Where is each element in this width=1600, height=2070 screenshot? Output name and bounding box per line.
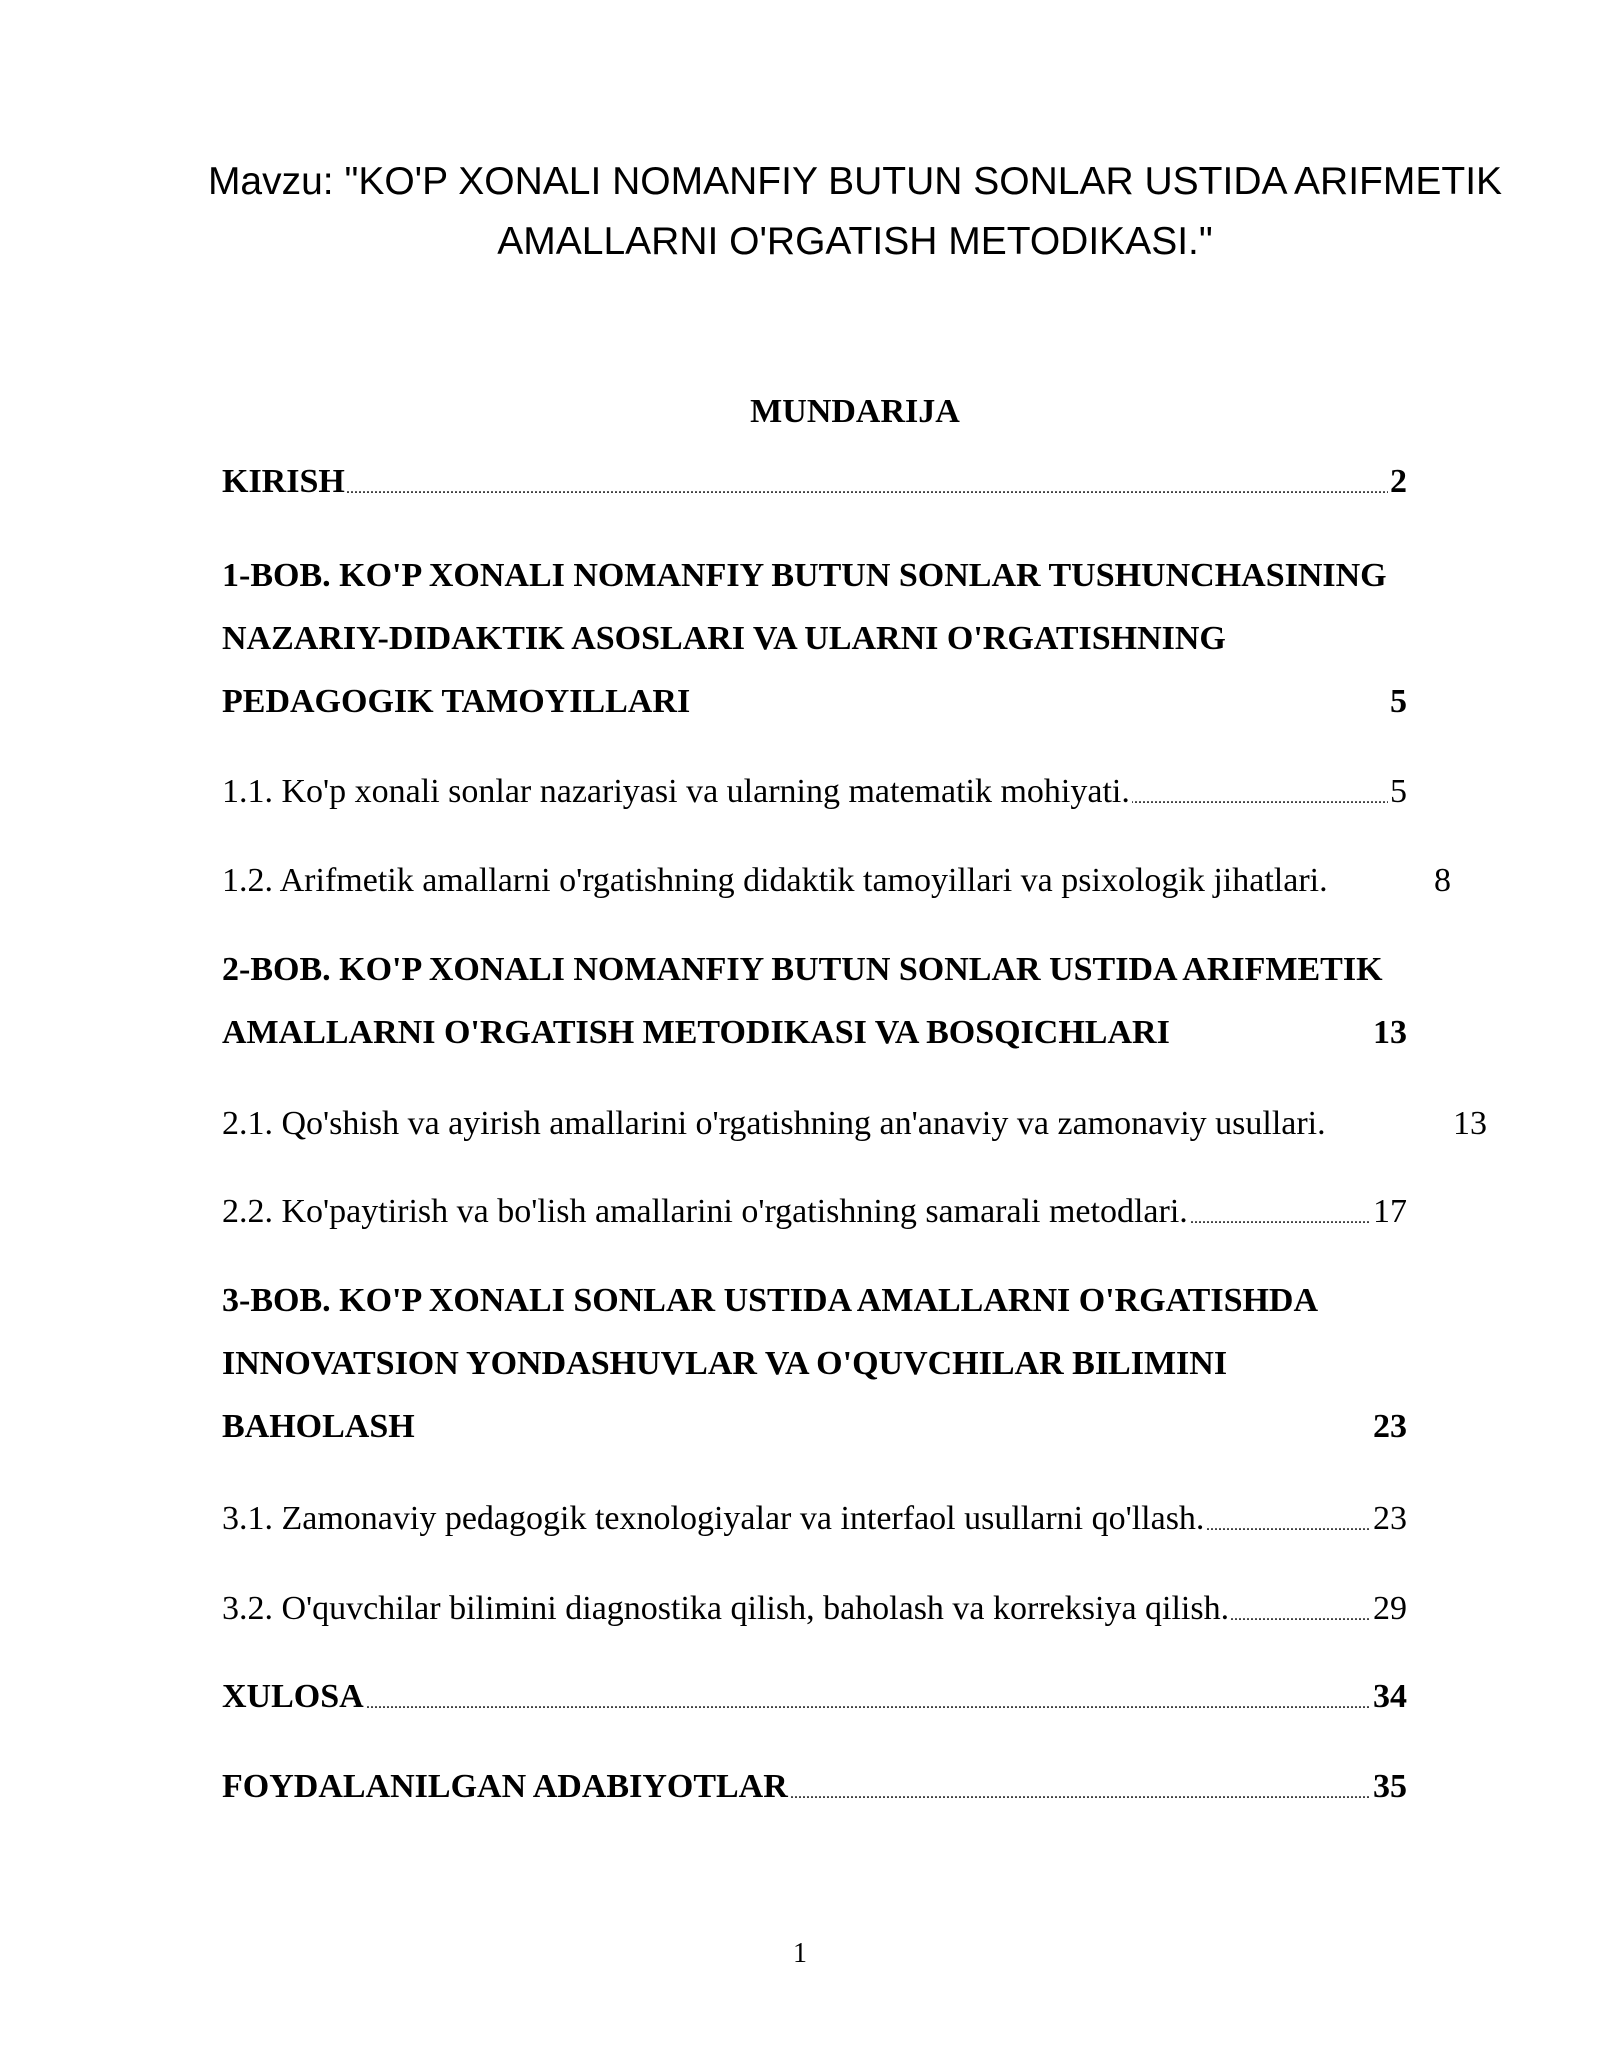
toc-entry-text: 2-BOB. KO'P XONALI NOMANFIY BUTUN SONLAR USTIDA ARIFMETIK AMALLARNI O'RGATISH METODIKASI VA BOSQICHLARI — [222, 951, 1383, 1051]
toc-entry-text: FOYDALANILGAN ADABIYOTLAR — [222, 1768, 788, 1805]
toc-entry-page: 2 — [1388, 450, 1407, 513]
toc-entry-text: 1-BOB. KO'P XONALI NOMANFIY BUTUN SONLAR TUSHUNCHASINING NAZARIY-DIDAKTIK ASOSLARI VA ULARNI O'RGATISHNING PEDAGOGIK TAMOYILLARI — [222, 557, 1387, 720]
page-number: 1 — [793, 1938, 807, 1969]
document-title: Mavzu: "KO'P XONALI NOMANFIY BUTUN SONLAR USTIDA ARIFMETIK AMALLARNI O'RGATISH METODIKASI." — [207, 160, 1503, 263]
toc-entry-page: 34 — [1371, 1665, 1407, 1728]
toc-entry-page: 23 — [1371, 1395, 1407, 1458]
toc-entry-page: 13 — [1371, 1001, 1407, 1064]
toc-entry-text: 2.2. Ko'paytirish va bo'lish amallarini o'rgatishning samarali metodlari. — [222, 1193, 1188, 1230]
toc-entry-text: 3-BOB. KO'P XONALI SONLAR USTIDA AMALLARNI O'RGATISHDA INNOVATSION YONDASHUVLAR VA O'QUVCHILAR BILIMINI BAHOLASH — [222, 1282, 1319, 1445]
toc-entry-chapter-3[interactable] — [222, 1269, 1407, 1458]
toc-entry-page: 29 — [1371, 1577, 1407, 1640]
toc-entry-section-2-1[interactable] — [222, 1092, 1487, 1155]
toc-entry-page: 23 — [1371, 1487, 1407, 1550]
toc-entry-page: 8 — [1432, 849, 1451, 912]
toc-entry-section-2-2[interactable] — [222, 1180, 1407, 1243]
toc-entry-page: 5 — [1388, 760, 1407, 823]
toc-heading: MUNDARIJA — [750, 393, 960, 430]
toc-entry-page: 13 — [1451, 1092, 1487, 1155]
toc-entry-section-3-1[interactable] — [222, 1487, 1407, 1550]
toc-entry-text: 3.2. O'quvchilar bilimini diagnostika qilish, baholash va korreksiya qilish. — [222, 1590, 1230, 1627]
toc-entry-text: 2.1. Qo'shish va ayirish amallarini o'rgatishning an'anaviy va zamonaviy usullari. — [222, 1105, 1326, 1142]
toc-entry-section-3-2[interactable] — [222, 1577, 1407, 1640]
toc-entry-text: XULOSA — [222, 1678, 364, 1715]
toc-entry-page: 5 — [1388, 670, 1407, 733]
toc-entry-section-1-2[interactable] — [222, 849, 1487, 912]
toc-entry-chapter-1[interactable] — [222, 544, 1407, 733]
toc-entry-text: KIRISH — [222, 463, 345, 500]
toc-entry-references[interactable] — [222, 1755, 1407, 1818]
toc-entry-text: 1.2. Arifmetik amallarni o'rgatishning didaktik tamoyillari va psixologik jihatlari. — [222, 862, 1328, 899]
toc-entry-text: 3.1. Zamonaviy pedagogik texnologiyalar va interfaol usullarni qo'llash. — [222, 1500, 1205, 1537]
toc-entry-text: 1.1. Ko'p xonali sonlar nazariyasi va ularning matematik mohiyati. — [222, 773, 1130, 810]
toc-entry-kirish[interactable] — [222, 450, 1407, 513]
toc-entry-page: 35 — [1371, 1755, 1407, 1818]
toc-entry-conclusion[interactable] — [222, 1665, 1407, 1728]
toc-entry-page: 17 — [1371, 1180, 1407, 1243]
toc-entry-chapter-2[interactable] — [222, 938, 1487, 1064]
toc-entry-section-1-1[interactable] — [222, 760, 1407, 823]
